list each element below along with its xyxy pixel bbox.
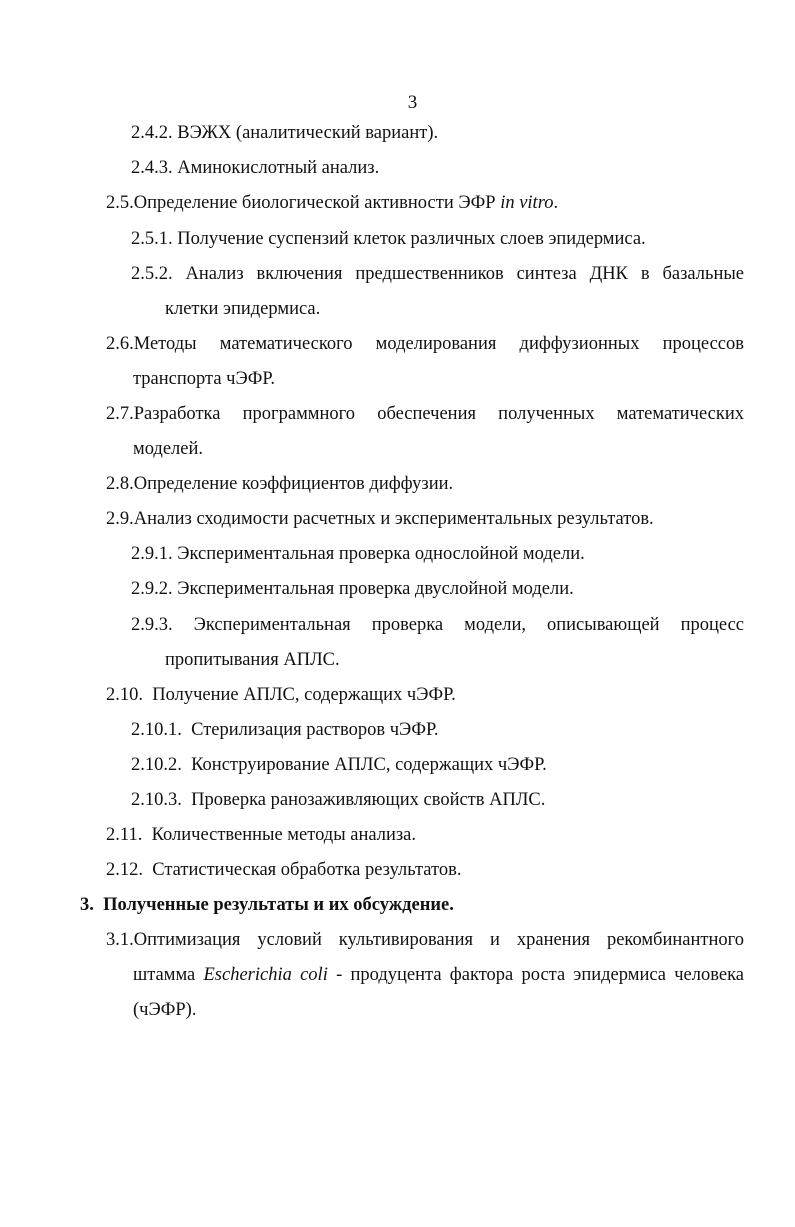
entry-text: Аминокислотный анализ. <box>177 158 380 178</box>
entry-number: 2.5. <box>106 193 134 213</box>
page-number: 3 <box>407 92 418 113</box>
entry-text: Количественные методы анализа. <box>151 825 417 845</box>
entry-number: 2.4.2. <box>131 123 173 143</box>
toc-entry-3-1-cont <box>133 964 744 986</box>
toc-entry-2-9-1 <box>131 543 585 565</box>
entry-text: Определение коэффициентов диффузии. <box>133 474 454 494</box>
entry-text: Определение биологической активности ЭФР <box>133 193 501 213</box>
entry-text: транспорта чЭФР. <box>133 369 276 389</box>
entry-text: Экспериментальная проверка двуслойной модели. <box>177 579 574 599</box>
entry-number: 2.7. <box>106 404 134 424</box>
entry-tail: . <box>553 193 559 213</box>
entry-text: Анализ включения предшественников синтеза ДНК в базальные <box>185 264 744 284</box>
entry-number: 2.6. <box>106 334 134 354</box>
entry-number: 2.12. <box>106 860 143 880</box>
entry-text: Экспериментальная проверка модели, описывающей процесс <box>193 615 745 635</box>
entry-text: пропитывания АПЛС. <box>165 650 340 670</box>
entry-number: 2.5.1. <box>131 229 173 249</box>
entry-number: 3. <box>80 895 94 915</box>
entry-number: 2.9.3. <box>131 615 173 635</box>
entry-number: 2.9.1. <box>131 544 173 564</box>
entry-text: Разработка программного обеспечения полученных математических <box>133 404 744 424</box>
entry-text: Методы математического моделирования диффузионных процессов <box>133 334 744 354</box>
entry-text: ВЭЖХ (аналитический вариант). <box>177 123 439 143</box>
toc-entry-2-6 <box>106 333 744 355</box>
entry-number: 3.1. <box>106 930 134 950</box>
entry-text: Экспериментальная проверка однослойной модели. <box>177 544 585 564</box>
entry-text: Стерилизация растворов чЭФР. <box>191 720 439 740</box>
toc-entry-2-5 <box>106 192 558 214</box>
toc-entry-3-1-cont2 <box>133 999 196 1021</box>
entry-number: 2.10. <box>106 685 143 705</box>
entry-text: клетки эпидермиса. <box>165 299 321 319</box>
entry-number: 2.8. <box>106 474 134 494</box>
toc-entry-3-1 <box>106 929 744 951</box>
toc-entry-2-7 <box>106 403 744 425</box>
toc-entry-2-7-cont <box>133 438 203 460</box>
toc-entry-2-10 <box>106 684 456 706</box>
entry-number: 2.10.2. <box>131 755 182 775</box>
entry-number: 2.11. <box>106 825 143 845</box>
toc-entry-2-10-2 <box>131 754 547 776</box>
toc-entry-2-11 <box>106 824 416 846</box>
toc-entry-2-5-1 <box>131 228 646 250</box>
toc-entry-2-5-2 <box>131 263 744 285</box>
entry-number: 2.10.3. <box>131 790 182 810</box>
toc-entry-2-6-cont <box>133 368 275 390</box>
toc-entry-2-9 <box>106 508 654 530</box>
entry-text: Конструирование АПЛС, содержащих чЭФР. <box>191 755 547 775</box>
toc-entry-2-4-3 <box>131 157 379 179</box>
entry-number: 2.4.3. <box>131 158 173 178</box>
entry-italic: in vitro <box>500 193 554 213</box>
entry-text: Полученные результаты и их обсуждение. <box>103 895 454 915</box>
entry-text: Получение АПЛС, содержащих чЭФР. <box>152 685 456 705</box>
entry-text: - продуцента фактора роста эпидермиса человека <box>327 965 744 985</box>
entry-italic: Escherichia coli <box>203 965 328 985</box>
entry-text: Анализ сходимости расчетных и экспериментальных результатов. <box>133 509 654 529</box>
toc-entry-2-4-2 <box>131 122 438 144</box>
entry-text: моделей. <box>133 439 204 459</box>
toc-entry-2-9-3-cont <box>165 649 340 671</box>
entry-number: 2.10.1. <box>131 720 182 740</box>
entry-number: 2.5.2. <box>131 264 173 284</box>
entry-number: 2.9. <box>106 509 134 529</box>
toc-entry-2-10-3 <box>131 789 545 811</box>
entry-text: (чЭФР). <box>133 1000 197 1020</box>
entry-text: Проверка ранозаживляющих свойств АПЛС. <box>191 790 546 810</box>
entry-text: Оптимизация условий культивирования и хранения рекомбинантного <box>133 930 744 950</box>
entry-text: Получение суспензий клеток различных слоев эпидермиса. <box>177 229 646 249</box>
toc-section-3 <box>80 894 454 916</box>
toc-entry-2-9-2 <box>131 578 574 600</box>
entry-text: Статистическая обработка результатов. <box>152 860 462 880</box>
entry-number: 2.9.2. <box>131 579 173 599</box>
toc-entry-2-5-2-cont <box>165 298 320 320</box>
toc-entry-2-9-3 <box>131 614 744 636</box>
toc-entry-2-10-1 <box>131 719 439 741</box>
toc-entry-2-12 <box>106 859 461 881</box>
entry-text: штамма <box>133 965 204 985</box>
toc-entry-2-8 <box>106 473 453 495</box>
